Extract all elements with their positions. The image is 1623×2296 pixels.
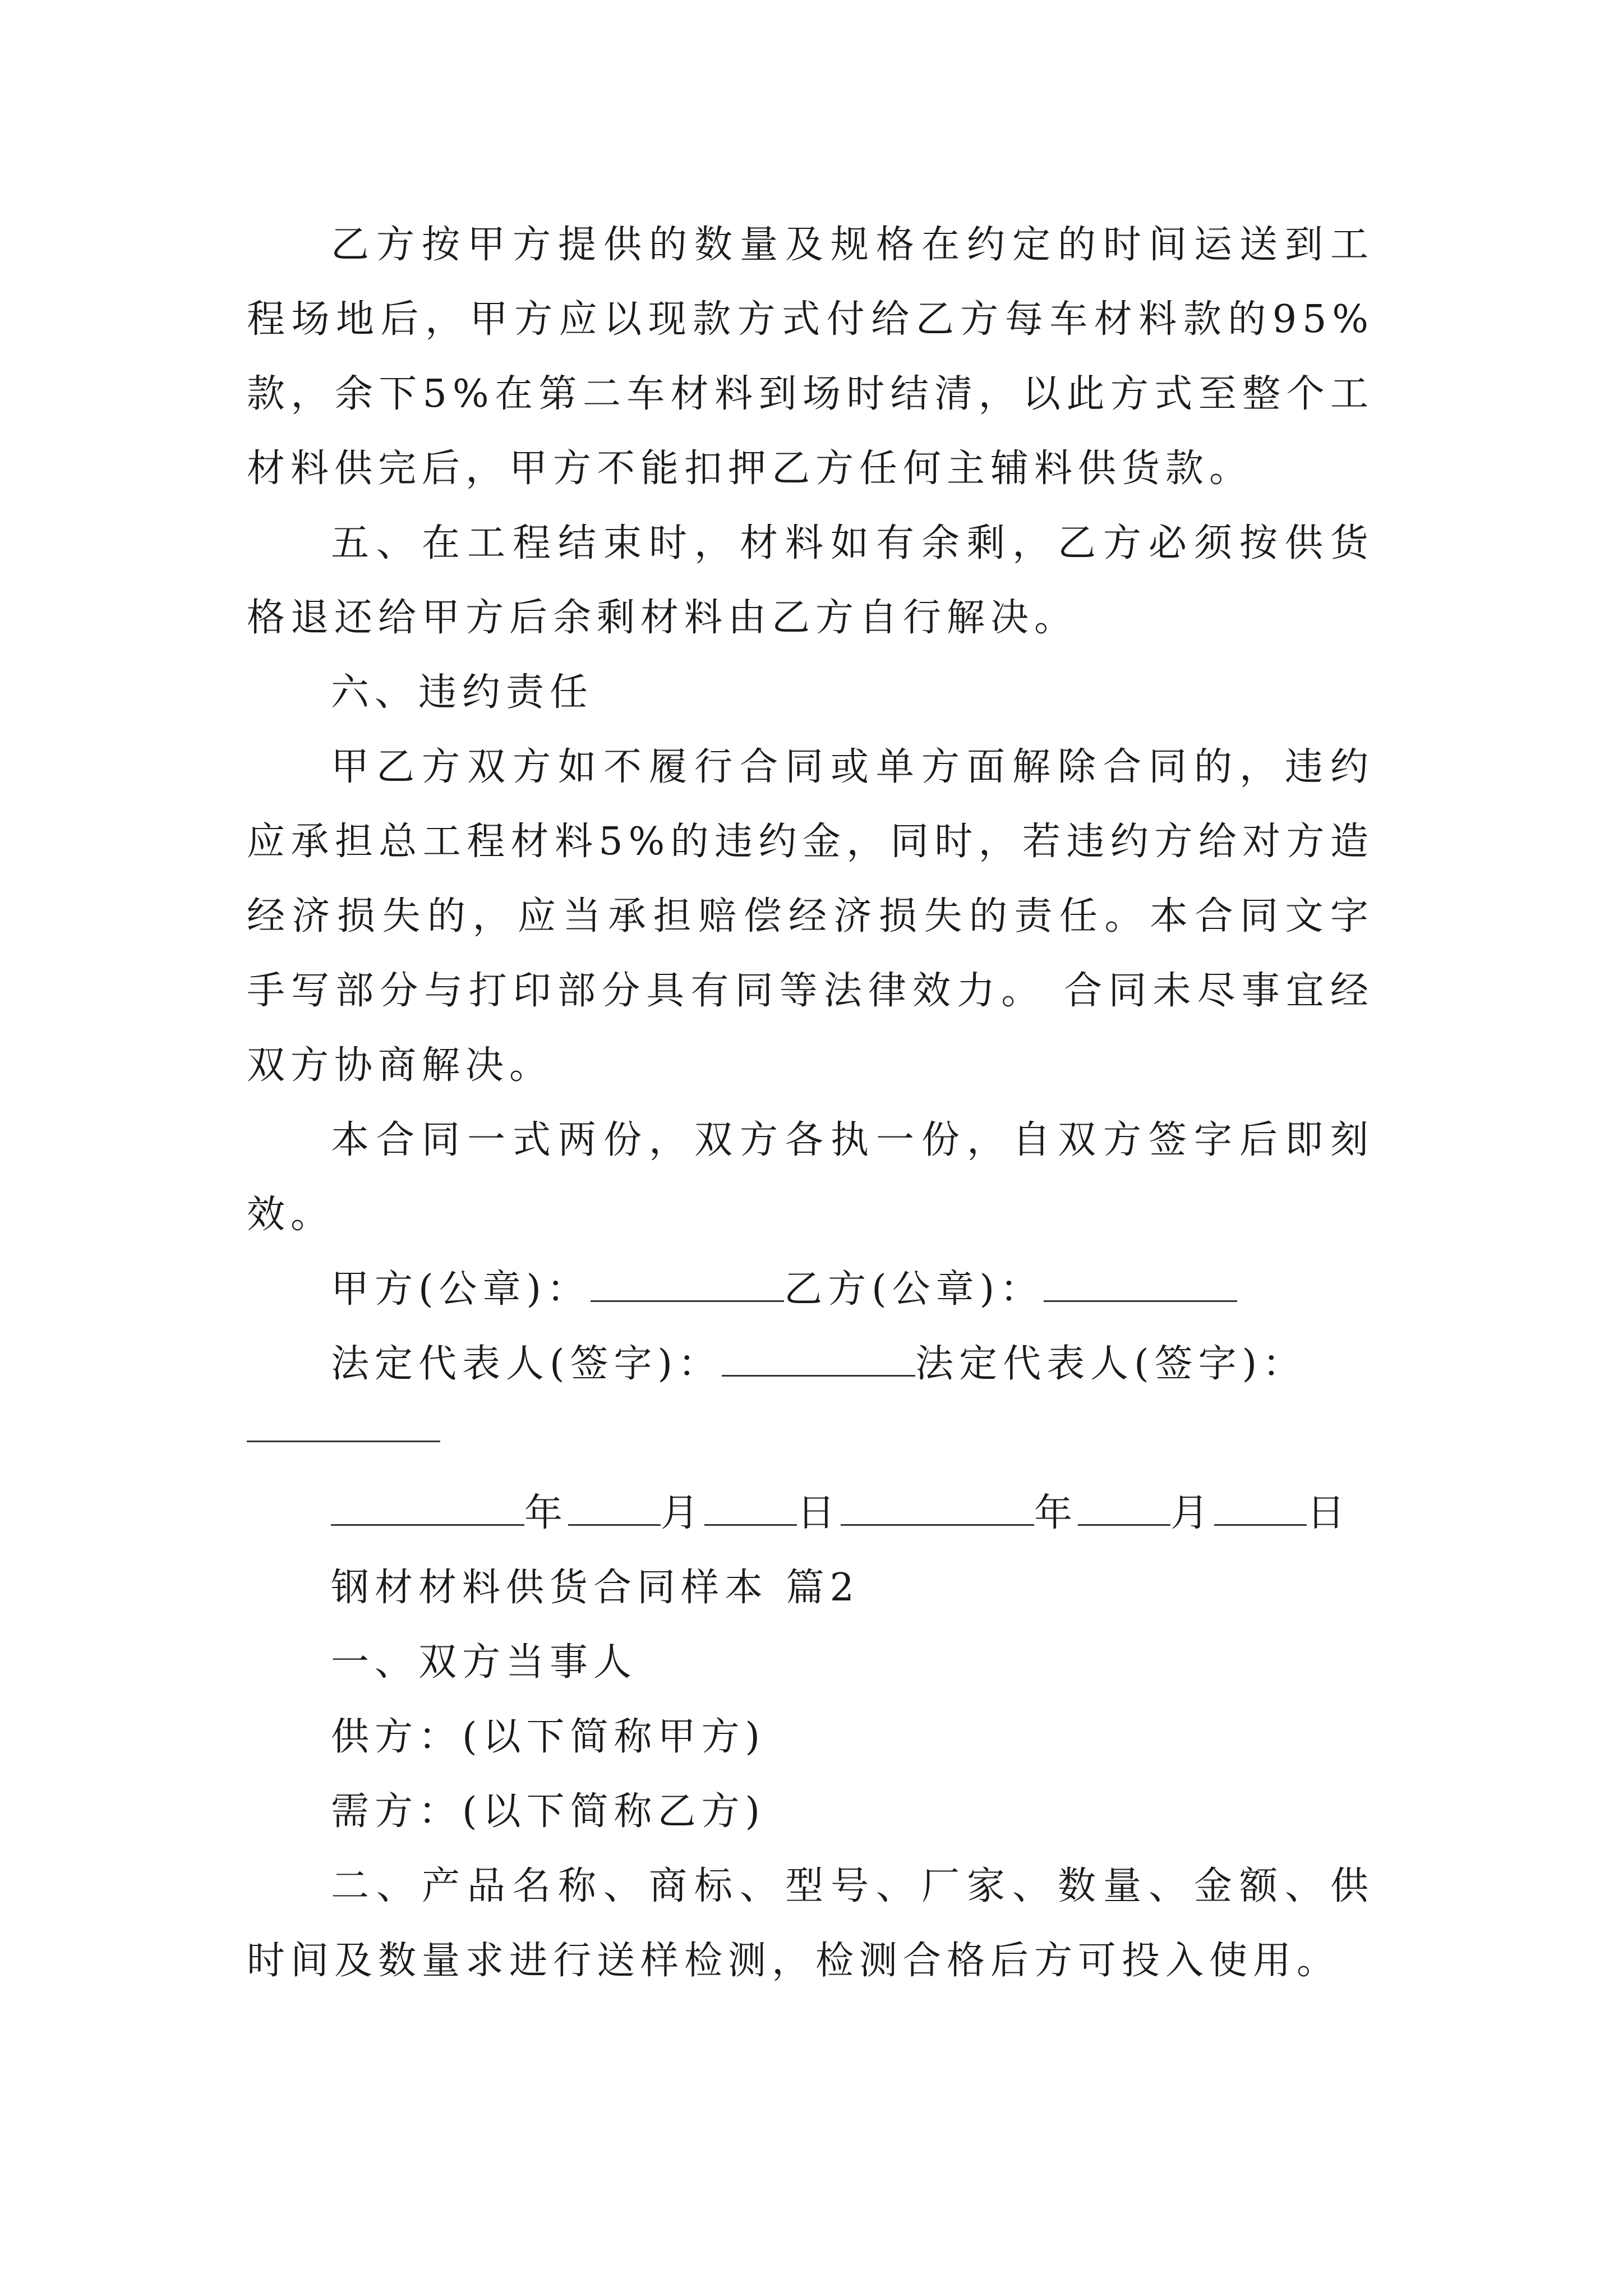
supplier-line: 供方：(以下简称甲方): [331, 1715, 766, 1759]
year-a-label: 年: [524, 1491, 569, 1535]
month-b-label: 月: [1170, 1491, 1215, 1535]
day-b-label: 日: [1307, 1491, 1351, 1535]
rep-a-label: 法定代表人(签字)：: [331, 1342, 722, 1386]
text-line: 二、产品名称、商标、型号、厂家、数量、金额、供: [331, 1864, 1374, 1908]
text-line: 款，余下5%在第二车材料到场时结清，以此方式至整个工: [247, 372, 1374, 416]
document-body: [247, 208, 1374, 1998]
paragraph-remaining-materials: [247, 506, 1374, 655]
paragraph-breach-terms: [247, 730, 1374, 1103]
party-b-seal-label: 乙方(公章)：: [784, 1267, 1044, 1312]
section-2-item-1: 一、双方当事人: [331, 1640, 638, 1685]
date-line: [247, 1476, 1374, 1550]
text-line: 甲乙方双方如不履行合同或单方面解除合同的，违约: [331, 745, 1374, 789]
heading-breach-liability: 六、违约责任: [331, 670, 594, 715]
text-line: 五、在工程结束时，材料如有余剩，乙方必须按供货: [331, 521, 1374, 565]
section-2-title: 钢材材料供货合同样本 篇2: [331, 1566, 860, 1610]
representative-line: [247, 1327, 1374, 1401]
rep-b-blank[interactable]: [247, 1407, 440, 1442]
text-line: 程场地后，甲方应以现款方式付给乙方每车材料款的95%: [247, 297, 1374, 342]
party-a-seal-label: 甲方(公章)：: [331, 1267, 591, 1312]
text-line: 应承担总工程材料5%的违约金，同时，若违约方给对方造: [247, 820, 1374, 864]
month-b-blank[interactable]: [1078, 1490, 1170, 1526]
month-a-blank[interactable]: [568, 1490, 661, 1526]
seal-line: [247, 1252, 1374, 1327]
text-line: 时间及数量求进行送样检测，检测合格后方可投入使用。: [247, 1939, 1341, 1983]
day-a-blank[interactable]: [704, 1490, 797, 1526]
paragraph-payment-terms: [247, 208, 1374, 506]
rep-b-blank-row: [247, 1401, 1374, 1476]
text-line: 本合同一式两份，双方各执一份，自双方签字后即刻: [331, 1118, 1374, 1162]
text-line: 效。: [247, 1193, 335, 1237]
text-line: 乙方按甲方提供的数量及规格在约定的时间运送到工: [331, 223, 1374, 267]
year-b-label: 年: [1034, 1491, 1078, 1535]
month-a-label: 月: [661, 1491, 705, 1535]
text-line: 经济损失的，应当承担赔偿经济损失的责任。本合同文字: [247, 894, 1374, 938]
party-b-seal-blank[interactable]: [1044, 1267, 1237, 1302]
rep-a-blank[interactable]: [722, 1341, 915, 1377]
text-line: 材料供完后，甲方不能扣押乙方任何主辅料供货款。: [247, 447, 1253, 491]
year-b-blank[interactable]: [841, 1490, 1034, 1526]
year-a-blank[interactable]: [331, 1490, 524, 1526]
rep-b-label: 法定代表人(签字)：: [915, 1342, 1307, 1386]
day-a-label: 日: [797, 1491, 841, 1535]
day-b-blank[interactable]: [1214, 1490, 1307, 1526]
buyer-line: 需方：(以下简称乙方): [331, 1789, 766, 1834]
party-a-seal-blank[interactable]: [591, 1267, 784, 1302]
text-line: 手写部分与打印部分具有同等法律效力。 合同未尽事宜经: [247, 969, 1374, 1013]
text-line: 格退还给甲方后余剩材料由乙方自行解决。: [247, 596, 1078, 640]
section-2-item-2: [247, 1849, 1374, 1998]
text-line: 双方协商解决。: [247, 1043, 554, 1088]
paragraph-copies: [247, 1103, 1374, 1252]
